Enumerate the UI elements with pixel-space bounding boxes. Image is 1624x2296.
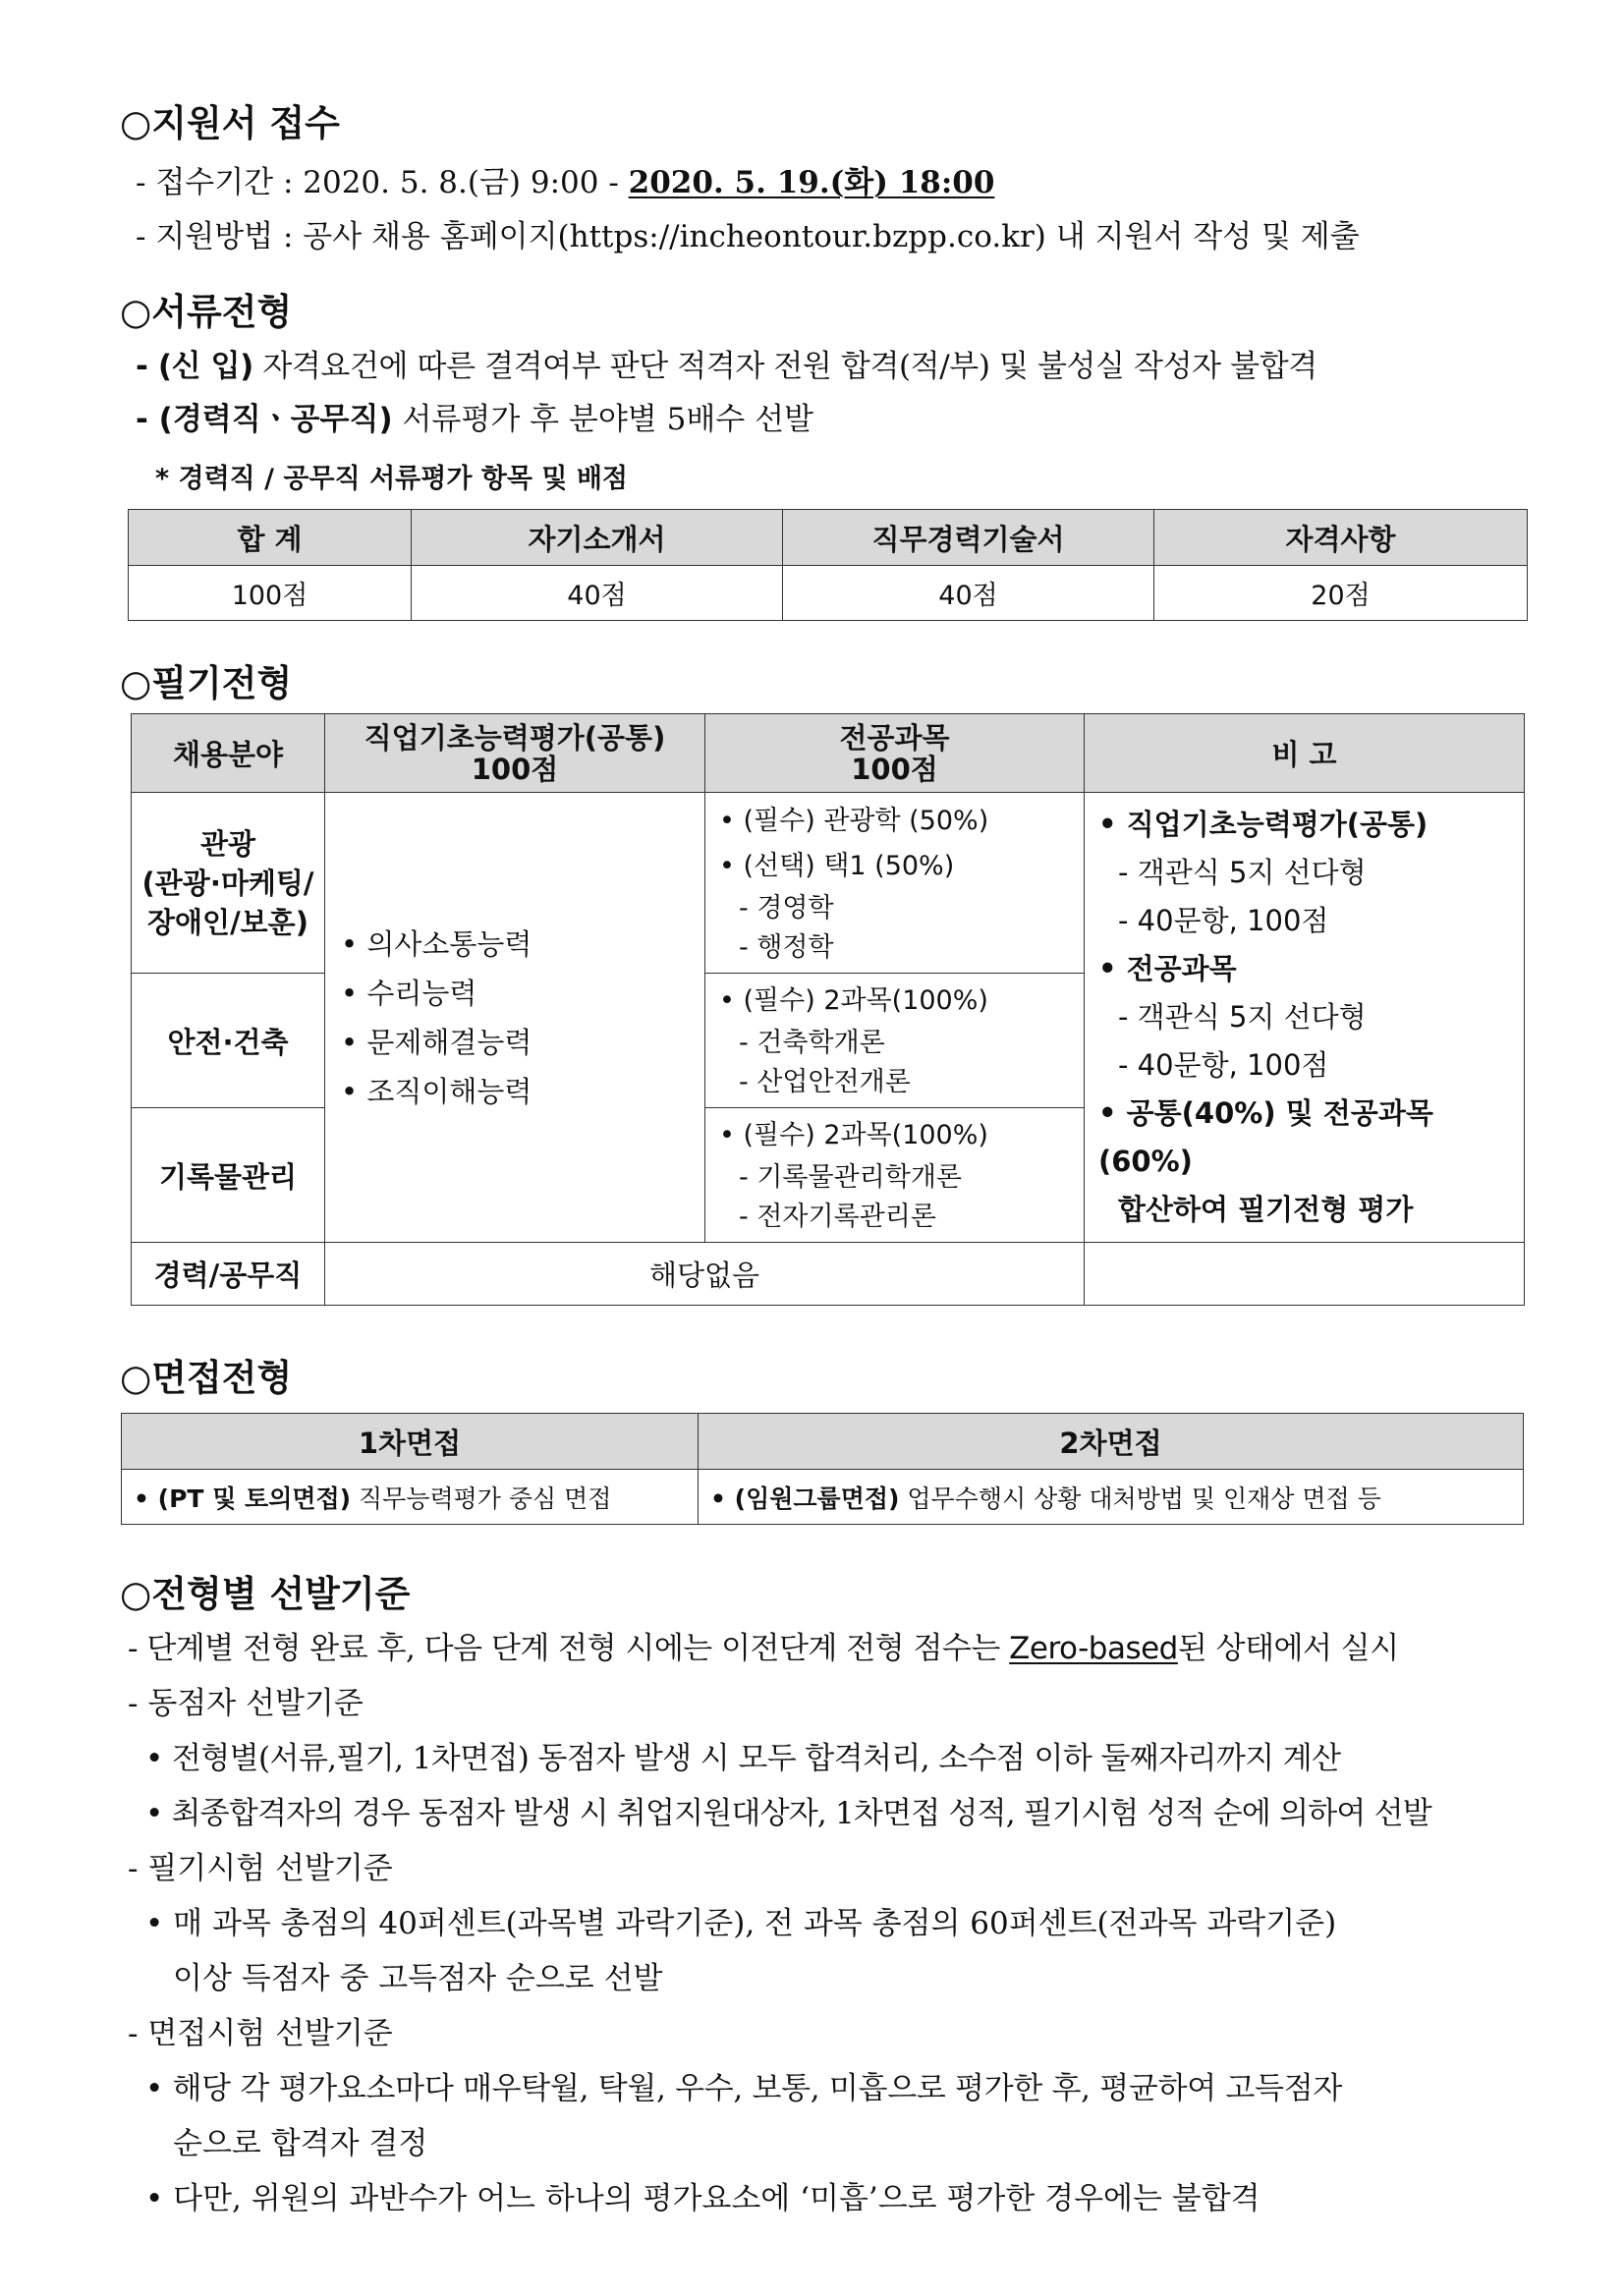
written-note-7: • 공통(40%) 및 전공과목(60%) — [1098, 1096, 1433, 1178]
interview-cell-first — [122, 1470, 699, 1525]
interview-header-first: 1차면접 — [122, 1414, 699, 1470]
written-row-tourism-major1: • (필수) 관광학 (50%) — [719, 805, 989, 836]
criteria-line-1 — [128, 1623, 1399, 1667]
document-table-header-total: 합 계 — [129, 510, 412, 566]
written-header-common-label: 직업기초능력평가(공통) — [364, 720, 666, 755]
written-row-career-note — [1085, 1243, 1525, 1306]
written-row-tourism-major4: - 행정학 — [739, 931, 834, 963]
written-common-item-2: • 수리능력 — [341, 976, 477, 1010]
written-row-tourism-name1: 관광 — [199, 826, 256, 861]
document-line-new-text: 자격요건에 따른 결격여부 판단 적격자 전원 합격(적/부) 및 불성실 작성자 불합격 — [252, 349, 1317, 384]
written-row-safety-field: 안전·건축 — [132, 974, 325, 1108]
criteria-line-1-c: 된 상태에서 실시 — [1177, 1631, 1399, 1666]
written-row-tourism-major2: • (선택) 택1 (50%) — [719, 850, 955, 881]
written-note-8: 합산하여 필기전형 평가 — [1118, 1193, 1414, 1226]
written-row-records-major — [705, 1108, 1085, 1243]
interview-header-second: 2차면접 — [699, 1414, 1524, 1470]
written-note-6: - 40문항, 100점 — [1118, 1048, 1329, 1082]
written-common-item-4: • 조직이해능력 — [341, 1074, 532, 1108]
section-heading-interview: ○면접전형 — [120, 1357, 293, 1399]
document-line-career-text: 서류평가 후 분야별 5배수 선발 — [392, 402, 813, 437]
written-note-4: • 전공과목 — [1098, 952, 1237, 985]
written-row-tourism-field — [132, 793, 325, 974]
document-line-career-label: - (경력직ㆍ공무직) — [136, 402, 393, 437]
written-common-cell — [325, 793, 705, 1243]
written-notes-cell — [1085, 793, 1525, 1243]
written-common-item-1: • 의사소통능력 — [341, 926, 532, 961]
written-header-note: 비 고 — [1085, 714, 1525, 793]
document-score-table — [128, 509, 1528, 621]
section-heading-application: ○지원서 접수 — [120, 102, 340, 144]
criteria-line-2: - 동점자 선발기준 — [128, 1686, 364, 1721]
criteria-line-11: • 다만, 위원의 과반수가 어느 하나의 평가요소에 ‘미흡’으로 평가한 경우에는 불합격 — [145, 2181, 1260, 2216]
written-header-major-score: 100점 — [851, 752, 938, 786]
written-row-safety-major3: - 산업안전개론 — [739, 1067, 911, 1097]
written-row-records-major2: - 기록물관리학개론 — [739, 1162, 962, 1193]
criteria-line-1-a: - 단계별 전형 완료 후, 다음 단계 전형 시에는 이전단계 전형 점수는 — [128, 1631, 1010, 1666]
written-note-2: - 객관식 5지 선다형 — [1118, 856, 1367, 889]
criteria-line-1-b: Zero-based — [1009, 1631, 1178, 1666]
interview-second-text: 업무수행시 상황 대처방법 및 인재상 면접 등 — [899, 1484, 1381, 1513]
written-exam-table — [131, 713, 1525, 1306]
interview-cell-second — [699, 1470, 1524, 1525]
criteria-line-5: - 필기시험 선발기준 — [128, 1851, 393, 1886]
document-line-new — [136, 341, 1317, 385]
document-table-cell-intro: 40점 — [412, 566, 783, 621]
document-table-cell-total: 100점 — [129, 566, 412, 621]
document-table-cell-career: 40점 — [783, 566, 1154, 621]
application-period-end: 2020. 5. 19.(화) 18:00 — [628, 165, 995, 200]
written-row-career-field: 경력/공무직 — [132, 1243, 325, 1306]
written-row-records-major1: • (필수) 2과목(100%) — [719, 1120, 988, 1150]
application-method: - 지원방법 : 공사 채용 홈페이지(https://incheontour.bzpp.co.kr) 내 지원서 작성 및 제출 — [136, 219, 1360, 254]
criteria-line-4: • 최종합격자의 경우 동점자 발생 시 취업지원대상자, 1차면접 성적, 필기시험 성적 순에 의하여 선발 — [145, 1796, 1431, 1831]
section-heading-criteria: ○전형별 선발기준 — [120, 1573, 411, 1615]
written-header-major-label: 전공과목 — [839, 720, 950, 755]
criteria-line-9: • 해당 각 평가요소마다 매우탁월, 탁월, 우수, 보통, 미흡으로 평가한 후, 평균하여 고득점자 — [145, 2071, 1343, 2106]
written-row-records-field: 기록물관리 — [132, 1108, 325, 1243]
written-row-tourism-major3: - 경영학 — [739, 892, 834, 924]
section-heading-written: ○필기전형 — [120, 662, 293, 704]
application-period — [136, 157, 994, 201]
criteria-line-3: • 전형별(서류,필기, 1차면접) 동점자 발생 시 모두 합격처리, 소수점 이하 둘째자리까지 계산 — [145, 1741, 1341, 1776]
written-row-career-value: 해당없음 — [325, 1243, 1085, 1306]
interview-first-label: • (PT 및 토의면접) — [134, 1484, 352, 1513]
written-row-records-major3: - 전자기록관리론 — [739, 1202, 936, 1232]
written-header-common-score: 100점 — [471, 752, 559, 786]
written-row-safety-major — [705, 974, 1085, 1108]
interview-second-label: • (임원그룹면접) — [710, 1484, 900, 1513]
criteria-line-8: - 면접시험 선발기준 — [128, 2016, 393, 2051]
document-line-new-label: - (신 입) — [136, 349, 253, 384]
written-note-5: - 객관식 5지 선다형 — [1118, 1000, 1367, 1034]
interview-first-text: 직무능력평가 중심 면접 — [351, 1484, 612, 1513]
written-header-major — [705, 714, 1085, 793]
document-table-header-intro: 자기소개서 — [412, 510, 783, 566]
written-row-safety-major2: - 건축학개론 — [739, 1028, 885, 1058]
written-row-tourism-name3: 장애인/보훈) — [147, 905, 308, 939]
document-table-header-career: 직무경력기술서 — [783, 510, 1154, 566]
written-header-common — [325, 714, 705, 793]
written-row-safety-major1: • (필수) 2과목(100%) — [719, 985, 988, 1016]
written-row-tourism-name2: (관광·마케팅/ — [141, 866, 314, 900]
criteria-line-6: • 매 과목 총점의 40퍼센트(과목별 과락기준), 전 과목 총점의 60퍼센트(전과목 과락기준) — [145, 1906, 1337, 1941]
document-table-header-cert: 자격사항 — [1154, 510, 1528, 566]
written-header-field: 채용분야 — [132, 714, 325, 793]
criteria-line-10: 순으로 합격자 결정 — [173, 2126, 428, 2161]
application-period-prefix: - 접수기간 : 2020. 5. 8.(금) 9:00 - — [136, 165, 629, 200]
document-table-cell-cert: 20점 — [1154, 566, 1528, 621]
written-common-item-3: • 문제해결능력 — [341, 1025, 532, 1059]
document-line-career — [136, 394, 813, 438]
document-note: * 경력직 / 공무직 서류평가 항목 및 배점 — [155, 464, 629, 494]
written-note-1: • 직업기초능력평가(공통) — [1098, 808, 1428, 841]
written-note-3: - 40문항, 100점 — [1118, 904, 1329, 937]
section-heading-document: ○서류전형 — [120, 291, 293, 333]
criteria-line-7: 이상 득점자 중 고득점자 순으로 선발 — [173, 1961, 663, 1996]
written-row-tourism-major — [705, 793, 1085, 974]
interview-table — [121, 1413, 1524, 1525]
